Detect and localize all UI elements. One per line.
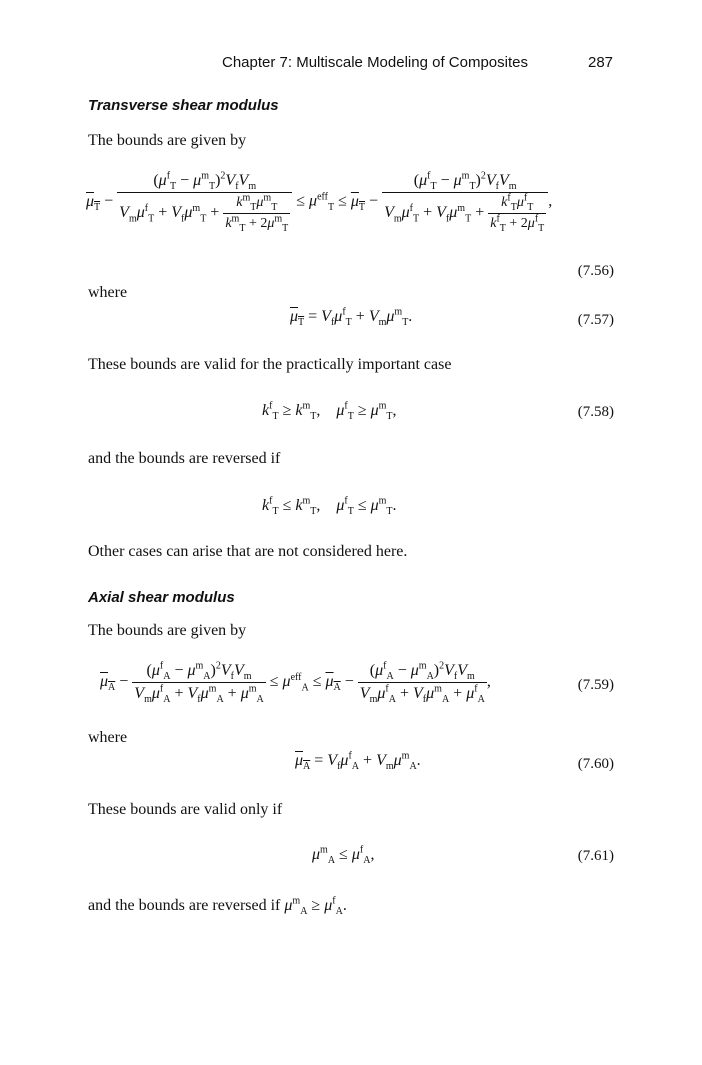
equation-7-58: $k^f_T \ge k^m_T$, $\mu^f_T \ge \mu^m_T$, [262,400,397,423]
axial-valid-text: These bounds are valid only if [88,801,283,818]
transverse-intro: The bounds are given by [88,132,247,149]
equation-reversed-condition-transverse: $k^f_T \le k^m_T$, $\mu^f_T \le \mu^m_T$. [262,495,397,518]
axial-where: where [88,729,128,746]
equation-reversed-condition-axial: $\mu^m_A \ge \mu^f_A$. [284,895,347,918]
page-number: 287 [588,54,614,71]
transverse-reversed-text: and the bounds are reversed if [88,450,281,467]
equation-number-7-61: (7.61) [577,848,614,864]
section-heading-axial: Axial shear modulus [88,589,235,606]
equation-7-61: $\mu^m_A \le \mu^f_A$, [312,844,375,867]
axial-intro: The bounds are given by [88,622,247,639]
equation-7-59: $\mu_A$ − $\frac{(\mu^f_A - \mu^m_A)^2V_fV_m}{V_m\mu^f_A + V_f\mu^m_A + \mu^m_A}$ ≤ $\mu^{eff}_A \le \mu_A$ − $\frac{(\mu^f_A - \mu^m_A)^2V_fV_m}{V_m\mu^f_A + V_f\mu^m_A + \mu^f_A}$ , [100,660,491,706]
axial-reversed-prefix: and the bounds are reversed if [88,897,281,914]
equation-7-56: $\mu_T$ − $(\mu^f_T - \mu^m_T)^2V_fV_m$ $V_m\mu^f_T + V_f\mu^m_T$ + $\frac{k^m_T\mu^m_T}{k^m_T + 2\mu^m_T}$ ≤ $\mu^{eff}_T \le \mu_T$ − $(\mu^f_T - \mu^m_T)^2V_fV_m$ $V_m\mu^f_T + V_f\mu^m_T$ + $\frac{k^f_T\mu^f_T}{k^f_T + 2\mu^f_T}$ , [86,170,553,234]
other-cases-text: Other cases can arise that are not considered here. [88,543,408,560]
running-title: Chapter 7: Multiscale Modeling of Composites [222,54,528,71]
equation-number-7-58: (7.58) [577,404,614,420]
transverse-where: where [88,284,128,301]
equation-number-7-57: (7.57) [577,312,614,328]
transverse-valid-text: These bounds are valid for the practically important case [88,356,452,373]
equation-number-7-59: (7.59) [577,677,614,693]
equation-number-7-60: (7.60) [577,756,614,772]
section-heading-transverse: Transverse shear modulus [88,97,279,114]
equation-7-60: $\mu_A = V_f\mu^f_A + V_m\mu^m_A$. [295,750,421,773]
axial-reversed-line [88,895,347,918]
equation-number-7-56: (7.56) [577,263,614,279]
equation-7-57: $\mu_T = V_f\mu^f_T + V_m\mu^m_T$. [290,306,413,329]
